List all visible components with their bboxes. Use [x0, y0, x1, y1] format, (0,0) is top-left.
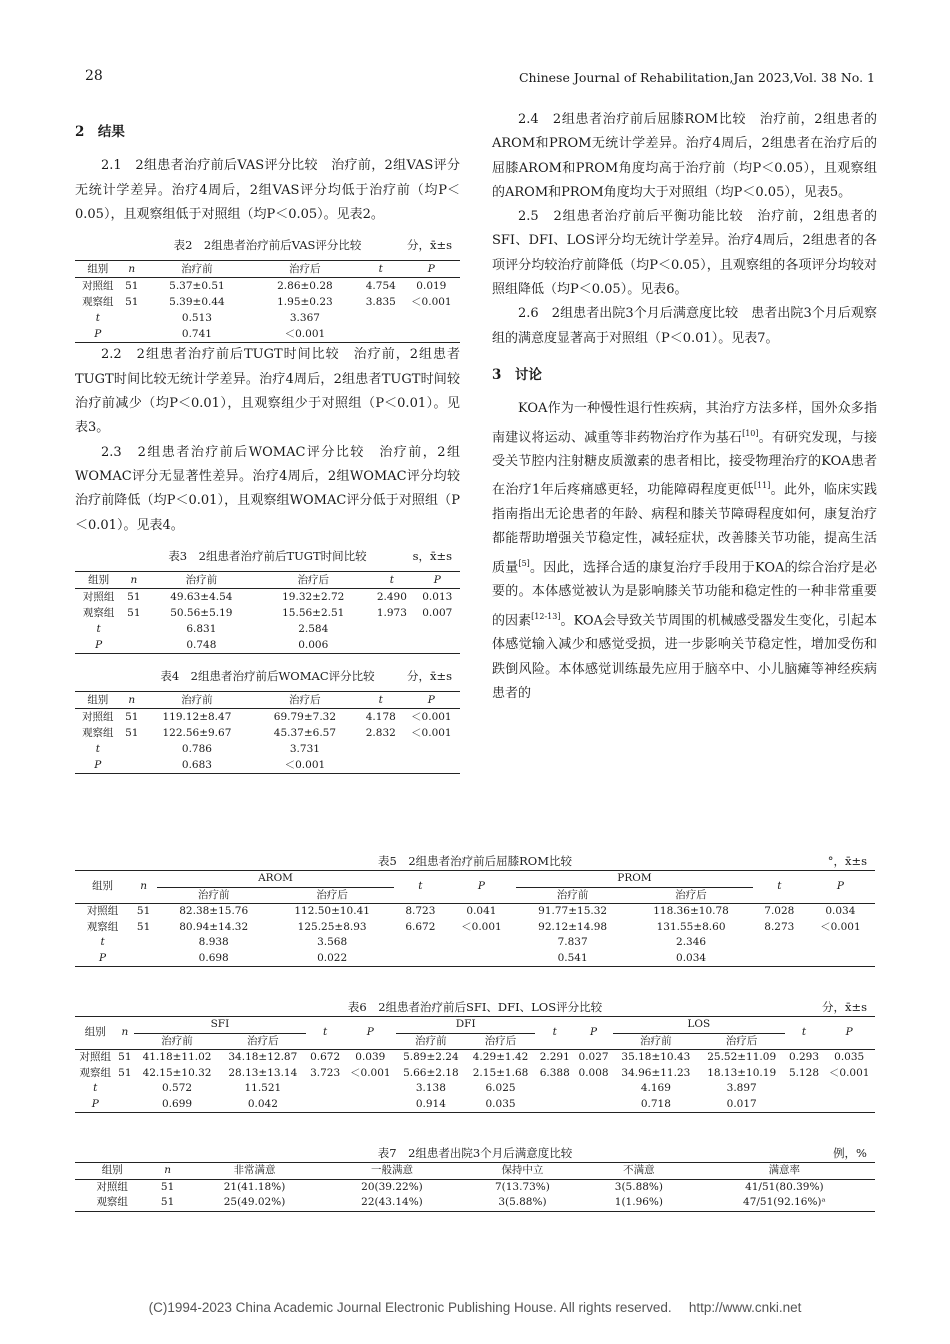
table-cell: 4.29±1.42 [472, 1051, 529, 1063]
table-cell: t [95, 743, 100, 756]
table-cell: 49.63±4.54 [170, 591, 233, 604]
table-cell: 6.025 [485, 1082, 516, 1094]
table-cell: 2.15±1.68 [472, 1066, 529, 1079]
table-cell [130, 935, 157, 951]
paragraph-2-5: 2.5 2组患者治疗前后平衡功能比较 治疗前，2组患者的SFI、DFI、LOS评分均无统计学差异。治疗4周后，2组患者的各项评分均较治疗前降低（均P＜0.05），且观察组的各项评分均较对照组降低（均P＜0.05）。见表6。 [492, 209, 877, 298]
table-cell: 8.938 [198, 936, 229, 948]
page-number: 28 [85, 68, 103, 84]
table-cell [447, 951, 516, 967]
table-header-cell: 治疗前 [396, 1033, 466, 1050]
section-3-heading: 3 讨论 [492, 366, 542, 383]
table-row [75, 637, 460, 654]
table-cell: 122.56±9.67 [162, 727, 232, 740]
table-header-row [75, 1033, 875, 1050]
table-cell: 0.008 [578, 1066, 609, 1079]
table-row [75, 1081, 875, 1097]
table-cell: 2.291 [539, 1051, 570, 1063]
table-cell: 0.034 [825, 905, 856, 917]
table-cell: 25(49.02%) [186, 1195, 323, 1211]
table-cell: 82.38±15.76 [179, 905, 249, 917]
table-header-cell: 组别 [75, 261, 121, 278]
table-cell [785, 1097, 824, 1113]
table-cell: 41/51(80.39%) [745, 1180, 824, 1193]
table-header-cell: n [116, 1017, 135, 1050]
table-header-cell: n [122, 572, 145, 589]
table-header-cell: t [753, 871, 806, 904]
table-header-cell: t [306, 1017, 345, 1050]
table-cell: 6.672 [405, 920, 436, 933]
table-cell: 0.786 [181, 743, 212, 756]
table-cell [116, 1097, 135, 1113]
table-cell: 0.672 [310, 1051, 341, 1063]
table-cell: 5.89±2.24 [403, 1051, 459, 1063]
table-header-cell: 组别 [75, 871, 130, 904]
table-row [75, 294, 460, 310]
table-cell: 112.50±10.41 [294, 905, 370, 917]
table-cell: 42.15±10.32 [142, 1066, 212, 1079]
table-cell [806, 951, 875, 967]
table-7-caption: 表7 2组患者出院3个月后满意度比较 例，% [377, 1146, 867, 1160]
table-cell [122, 621, 145, 637]
table-header-row [75, 871, 875, 888]
table-cell: 0.042 [220, 1097, 306, 1113]
table-cell: 18.13±10.19 [707, 1066, 777, 1079]
table-cell: 0.741 [143, 326, 251, 343]
table-header-row [75, 572, 460, 589]
table-cell: 51 [118, 1066, 132, 1079]
table-cell: 11.521 [244, 1082, 282, 1094]
table-cell: P [75, 757, 121, 774]
table-cell: 0.698 [157, 951, 270, 967]
copyright-footer: (C)1994-2023 China Academic Journal Electronic Publishing House. All rights reserved. http://www.cnki.net [148, 1300, 802, 1315]
paragraph-2-1: 2.1 2组患者治疗前后VAS评分比较 治疗前，2组VAS评分无统计学差异。治疗4周后，2组VAS评分均低于治疗前（均P＜0.05），且观察组低于对照组（均P＜0.05）。见表2。 [75, 158, 460, 222]
table-cell: 观察组 [82, 607, 115, 620]
ref-10: [10] [742, 428, 759, 438]
table-cell: 34.96±11.23 [621, 1066, 691, 1079]
table-cell: 观察组 [75, 1195, 149, 1211]
table-row [75, 326, 460, 343]
table-cell: 7(13.73%) [494, 1180, 550, 1193]
table-header-cell: 治疗后 [220, 1033, 306, 1050]
table-cell: 1.95±0.23 [277, 296, 333, 309]
table-header-cell: 治疗后 [257, 572, 369, 589]
table-header-cell: P [345, 1017, 397, 1050]
table-cell: 125.25±8.93 [297, 920, 367, 933]
table-cell: 0.017 [699, 1097, 785, 1113]
table-header-cell: P [403, 261, 460, 278]
table-cell: 51 [125, 727, 139, 740]
table-cell: 5.37±0.51 [169, 280, 225, 293]
table-header-cell: PROM [516, 871, 753, 888]
table-header-cell: 治疗前 [143, 261, 251, 278]
table-cell: 8.273 [764, 920, 795, 933]
table-header-cell: t [535, 1017, 574, 1050]
table-cell: 3(5.88%) [461, 1195, 584, 1211]
table-cell: 51 [125, 280, 139, 293]
table-cell: 51 [149, 1195, 185, 1211]
ref-11: [11] [753, 481, 771, 491]
table-header-cell: 治疗前 [143, 692, 251, 709]
table-row [75, 621, 460, 637]
table-header-cell: n [130, 871, 157, 904]
table-cell: 对照组 [82, 280, 114, 293]
table-header-cell: 治疗前 [134, 1033, 220, 1050]
table-cell: 92.12±14.98 [538, 920, 608, 933]
table-cell: 51 [136, 920, 151, 933]
table-7 [75, 1162, 875, 1212]
table-cell: 0.748 [145, 637, 257, 654]
table-header-cell: DFI [396, 1017, 535, 1034]
table-cell: 0.572 [162, 1082, 193, 1094]
table-header-row [75, 261, 460, 278]
table-header-cell: n [121, 692, 143, 709]
table-3-caption: 表3 2组患者治疗前后TUGT时间比较 s，x̄±s [168, 548, 452, 563]
table-cell: 0.035 [834, 1051, 865, 1063]
table-cell [403, 310, 460, 326]
table-cell: 3.897 [726, 1082, 757, 1094]
table-cell: 对照组 [79, 1051, 112, 1063]
table-cell: 5.39±0.44 [169, 296, 225, 309]
table-cell: 1(1.96%) [584, 1195, 693, 1211]
table-cell: 21(41.18%) [223, 1180, 286, 1193]
table-row [75, 725, 460, 741]
table-cell: 0.513 [181, 312, 212, 325]
table-header-cell: SFI [134, 1017, 306, 1034]
table-cell: 35.18±10.43 [621, 1051, 691, 1063]
paragraph-2-3: 2.3 2组患者治疗前后WOMAC评分比较 治疗前，2组WOMAC评分无显著性差异。治疗4周后，2组WOMAC评分均较治疗前降低（均P＜0.01），且观察组WOMAC评分低于对照组（P＜0.01）。见表4。 [75, 444, 460, 533]
table-cell: 51 [125, 296, 139, 309]
table-cell: 0.914 [396, 1097, 466, 1113]
table-row [75, 904, 875, 920]
table-cell: 0.006 [257, 637, 369, 654]
table-cell: 2.584 [298, 623, 329, 636]
table-cell: P [75, 951, 130, 967]
table-cell [535, 1097, 574, 1113]
table-cell [359, 310, 403, 326]
table-cell [447, 935, 516, 951]
table-header-cell: 非常满意 [186, 1163, 323, 1180]
table-cell: 6.388 [539, 1066, 570, 1079]
table-cell [403, 326, 460, 343]
table-cell: ＜0.001 [411, 711, 452, 724]
table-cell: 20(39.22%) [361, 1180, 423, 1193]
table-cell: 0.013 [422, 591, 453, 604]
table-cell [823, 1097, 875, 1113]
table-cell: 28.13±13.14 [228, 1066, 298, 1079]
table-cell: 51 [127, 607, 141, 620]
table-row [75, 605, 460, 621]
table-header-cell: t [394, 871, 447, 904]
table-2 [75, 260, 460, 343]
table-cell: 对照组 [96, 1180, 128, 1193]
table-cell [574, 1097, 613, 1113]
table-cell: 41.18±11.02 [142, 1051, 212, 1063]
table-cell: 0.683 [143, 757, 251, 774]
table-cell: 131.55±8.60 [656, 920, 726, 933]
table-5-caption: 表5 2组患者治疗前后屈膝ROM比较 °，x̄±s [378, 854, 867, 868]
table-4 [75, 691, 460, 774]
table-header-cell: t [359, 692, 403, 709]
table-header-cell: t [359, 261, 403, 278]
table-cell: ＜0.001 [828, 1066, 870, 1079]
table-header-cell: P [823, 1017, 875, 1050]
table-header-cell: t [369, 572, 414, 589]
table-5-block [75, 852, 875, 967]
table-cell: ＜0.001 [461, 920, 502, 933]
table-cell: 34.18±12.87 [228, 1051, 298, 1063]
table-cell: 观察组 [86, 920, 119, 933]
table-cell: 0.718 [613, 1097, 699, 1113]
table-row [75, 310, 460, 326]
table-cell: 25.52±11.09 [707, 1051, 777, 1063]
table-cell: 0.007 [422, 607, 453, 620]
table-cell [122, 637, 145, 654]
table-cell [359, 757, 403, 774]
paragraph-discussion: KOA作为一种慢性退行性疾病，其治疗方法多样，国外众多指南建议将运动、减重等非药物治疗作为基石[10]。有研究发现，与接受关节腔内注射糖皮质激素的患者相比，接受物理治疗的KOA患者在治疗1年后疼痛感更轻，功能障碍程度更低[11]。此外，临床实践指南指出无论患者的年龄、病程和膝关节障碍程度如何，康复治疗都能帮助增强关节稳定性，减轻症状，改善膝关节功能，提高生活质量[5]。因此，选择合适的康复治疗手段用于KOA的综合治疗是必要的。本体感觉被认为是影响膝关节功能和稳定性的一种非常重要的因素[12-13]。KOA会导致关节周围的机械感受器发生变化，引起本体感觉输入减少和感觉受损，进一步影响关节稳定性，增加受伤和跌倒风险。本体感觉训练最先应用于脑卒中、小儿脑瘫等神经疾病患者的 [492, 401, 877, 701]
table-cell: 0.293 [788, 1051, 819, 1063]
table-header-cell: 治疗前 [157, 887, 270, 904]
table-cell: 118.36±10.78 [653, 905, 729, 917]
table-cell [116, 1081, 135, 1097]
table-header-cell: 治疗后 [251, 692, 359, 709]
table-cell [130, 951, 157, 967]
table-header-cell: 治疗前 [516, 887, 629, 904]
table-header-cell: 不满意 [584, 1163, 693, 1180]
right-column [492, 108, 877, 706]
table-cell: 4.169 [640, 1082, 671, 1094]
table-cell: 2.490 [376, 591, 407, 604]
table-cell: 0.035 [466, 1097, 536, 1113]
table-header-row [75, 1163, 875, 1180]
table-cell: ＜0.001 [350, 1066, 391, 1079]
table-header-cell: 治疗后 [699, 1033, 785, 1050]
table-header-row [75, 1017, 875, 1034]
table-row [75, 1179, 875, 1195]
ref-5: [5] [518, 558, 530, 568]
table-cell: 2.832 [365, 727, 396, 740]
table-header-cell: 组别 [75, 1163, 149, 1180]
table-cell: P [75, 1097, 116, 1113]
table-cell: 7.837 [557, 936, 588, 948]
table-cell: 7.028 [764, 905, 795, 917]
table-cell: t [95, 312, 100, 325]
table-cell: 对照组 [82, 591, 115, 604]
table-cell: 51 [127, 591, 141, 604]
table-cell: 1.973 [376, 607, 407, 620]
table-header-cell: 满意率 [694, 1163, 875, 1180]
table-cell: 对照组 [82, 711, 114, 724]
table-cell [403, 741, 460, 757]
journal-header: Chinese Journal of Rehabilitation,Jan 2023,Vol. 38 No. 1 [518, 70, 875, 85]
table-cell [359, 326, 403, 343]
table-cell: 15.56±2.51 [282, 607, 345, 620]
table-header-cell: 治疗前 [145, 572, 257, 589]
paragraph-2-2: 2.2 2组患者治疗前后TUGT时间比较 治疗前，2组患者TUGT时间比较无统计学差异。治疗4周后，2组患者TUGT时间较治疗前减少（均P＜0.01），且观察组少于对照组（P＜0.01）。见表3。 [75, 347, 460, 436]
table-cell [753, 951, 806, 967]
table-header-cell: AROM [157, 871, 394, 888]
table-cell: 119.12±8.47 [162, 711, 232, 724]
table-cell: ＜0.001 [251, 757, 359, 774]
table-header-cell: 一般满意 [323, 1163, 460, 1180]
table-6-block [75, 998, 875, 1113]
table-cell: 3.723 [310, 1066, 341, 1079]
table-6 [75, 1016, 875, 1113]
table-cell: 80.94±14.32 [179, 920, 249, 933]
table-cell: 4.178 [365, 711, 396, 724]
table-cell [574, 1081, 613, 1097]
table-header-cell: t [785, 1017, 824, 1050]
table-cell [785, 1081, 824, 1097]
table-cell: 6.831 [186, 623, 217, 636]
table-cell: 50.56±5.19 [170, 607, 233, 620]
table-cell: ＜0.001 [411, 296, 452, 309]
table-header-cell: n [149, 1163, 185, 1180]
table-cell: 51 [118, 1051, 132, 1063]
table-header-row [75, 692, 460, 709]
table-row [75, 1050, 875, 1066]
ref-12-13: [12-13] [531, 611, 561, 621]
table-header-cell: 治疗前 [613, 1033, 699, 1050]
table-cell: 45.37±6.57 [273, 727, 337, 740]
table-cell: P [75, 326, 121, 343]
table-cell: 0.027 [578, 1051, 609, 1063]
table-cell: 5.66±2.18 [403, 1066, 459, 1079]
table-header-cell: P [403, 692, 460, 709]
table-row [75, 757, 460, 774]
table-cell [415, 637, 460, 654]
table-cell: 0.541 [516, 951, 629, 967]
table-row [75, 1195, 875, 1211]
table-cell [121, 741, 143, 757]
table-row [75, 741, 460, 757]
table-7-block [75, 1144, 875, 1212]
table-header-cell: LOS [613, 1017, 785, 1034]
table-cell [121, 757, 143, 774]
table-row [75, 920, 875, 936]
table-cell: 4.754 [365, 280, 396, 293]
table-5 [75, 870, 875, 967]
table-4-caption: 表4 2组患者治疗前后WOMAC评分比较 分，x̄±s [160, 669, 452, 684]
table-header-cell: P [447, 871, 516, 904]
left-column [75, 108, 460, 774]
table-cell [394, 951, 447, 967]
table-cell [823, 1081, 875, 1097]
table-header-cell: 治疗后 [251, 261, 359, 278]
table-cell: 0.041 [466, 905, 497, 917]
table-header-cell: 保持中立 [461, 1163, 584, 1180]
table-header-cell: 组别 [75, 1017, 116, 1050]
table-cell: 47/51(92.16%)ᵃ [694, 1195, 875, 1211]
table-cell: 3.568 [317, 936, 348, 948]
table-row [75, 1097, 875, 1113]
table-cell: 2.86±0.28 [277, 280, 333, 293]
table-cell [535, 1081, 574, 1097]
table-header-cell: P [415, 572, 460, 589]
table-cell: 8.723 [405, 905, 436, 917]
table-cell: 3.835 [365, 296, 396, 309]
table-cell: ＜0.001 [820, 920, 861, 933]
table-cell: 观察组 [82, 296, 114, 309]
table-header-cell: 组别 [75, 572, 122, 589]
table-cell: 0.034 [629, 951, 753, 967]
table-cell: 19.32±2.72 [282, 591, 345, 604]
table-2-caption: 表2 2组患者治疗前后VAS评分比较 分，x̄±s [173, 238, 452, 253]
paragraph-2-4: 2.4 2组患者治疗前后屈膝ROM比较 治疗前，2组患者的AROM和PROM无统计学差异。治疗4周后，2组患者在治疗后的屈膝AROM和PROM角度均高于治疗前（均P＜0.05），且观察组的AROM和PROM角度均大于对照组（均P＜0.05），见表5。 [492, 112, 877, 200]
table-row [75, 951, 875, 967]
table-cell: t [93, 1082, 98, 1094]
table-cell [403, 757, 460, 774]
table-cell: 对照组 [86, 905, 119, 917]
table-row [75, 278, 460, 295]
table-header-cell: P [806, 871, 875, 904]
table-cell: 22(43.14%) [323, 1195, 460, 1211]
table-cell [806, 935, 875, 951]
table-cell: 0.019 [416, 280, 447, 293]
table-header-cell: 治疗后 [466, 1033, 536, 1050]
table-cell: 0.022 [270, 951, 394, 967]
table-cell: 3.138 [415, 1082, 446, 1094]
table-cell: 91.77±15.32 [538, 905, 608, 917]
table-cell: t [96, 623, 101, 636]
table-cell: 观察组 [79, 1066, 112, 1079]
table-row [75, 709, 460, 726]
table-cell [121, 310, 143, 326]
table-cell [415, 621, 460, 637]
table-cell: t [100, 936, 105, 948]
table-cell [369, 637, 414, 654]
table-3 [75, 571, 460, 654]
table-cell: 51 [125, 711, 139, 724]
table-header-cell: 治疗后 [629, 887, 753, 904]
table-cell: 0.039 [355, 1051, 386, 1063]
table-cell [369, 621, 414, 637]
table-cell [306, 1081, 345, 1097]
table-cell: ＜0.001 [411, 727, 452, 740]
table-cell [359, 741, 403, 757]
table-header-cell: P [574, 1017, 613, 1050]
table-cell [306, 1097, 345, 1113]
table-cell: 5.128 [788, 1066, 819, 1079]
table-cell: 2.346 [676, 936, 707, 948]
table-cell: 3(5.88%) [614, 1180, 664, 1193]
table-cell [753, 935, 806, 951]
table-cell [394, 935, 447, 951]
table-row [75, 589, 460, 606]
table-cell: 3.367 [289, 312, 320, 325]
table-header-cell: 组别 [75, 692, 121, 709]
table-6-caption: 表6 2组患者治疗前后SFI、DFI、LOS评分比较 分，x̄±s [347, 1000, 867, 1014]
table-cell: 51 [136, 905, 151, 917]
table-cell [345, 1097, 397, 1113]
table-cell: 观察组 [82, 727, 114, 740]
table-cell: 3.731 [289, 743, 320, 756]
table-row [75, 935, 875, 951]
table-cell: P [75, 637, 122, 654]
table-cell: 0.699 [134, 1097, 220, 1113]
section-2-heading: 2 结果 [75, 124, 125, 140]
table-cell: 69.79±7.32 [273, 711, 337, 724]
table-cell [345, 1081, 397, 1097]
table-row [75, 1066, 875, 1082]
table-cell: ＜0.001 [251, 326, 359, 343]
paragraph-2-6: 2.6 2组患者出院3个月后满意度比较 患者出院3个月后观察组的满意度显著高于对照组（P＜0.01）。见表7。 [492, 306, 877, 346]
table-header-cell: 治疗后 [270, 887, 394, 904]
table-cell: 51 [160, 1180, 175, 1193]
table-header-cell: n [121, 261, 143, 278]
table-cell [121, 326, 143, 343]
